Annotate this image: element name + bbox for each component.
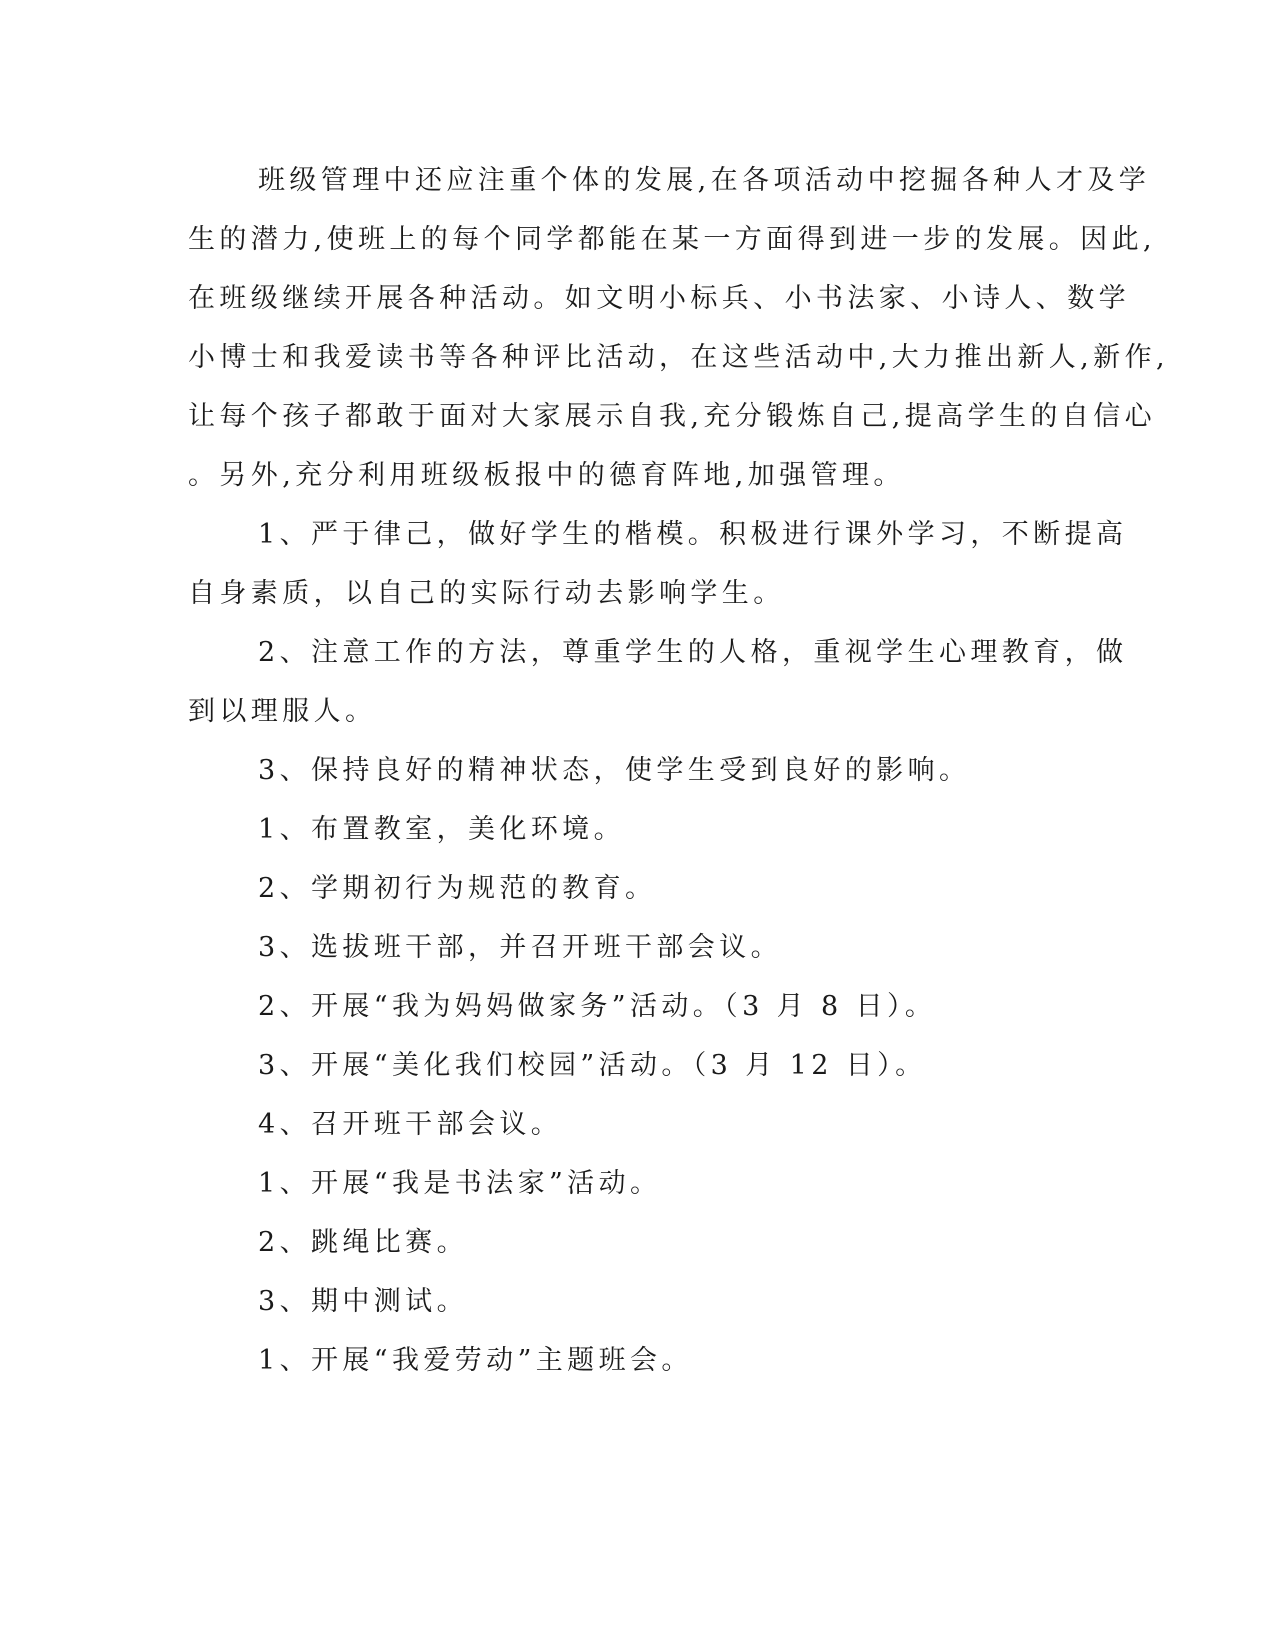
list-item: 1、开展“我是书法家”活动。	[258, 1168, 662, 1199]
list-item-line: 自身素质，以自己的实际行动去影响学生。	[188, 578, 785, 609]
list-item: 2、学期初行为规范的教育。	[258, 873, 657, 904]
list-item: 3、保持良好的精神状态，使学生受到良好的影响。	[258, 755, 971, 786]
list-item: 2、开展“我为妈妈做家务”活动。（3 月 8 日）。	[258, 991, 937, 1022]
list-item: 1、开展“我爱劳动”主题班会。	[258, 1345, 693, 1376]
list-item: 3、选拔班干部，并召开班干部会议。	[258, 932, 782, 963]
list-item: 1、布置教室，美化环境。	[258, 814, 625, 845]
list-item: 3、期中测试。	[258, 1286, 468, 1317]
paragraph-line: 在班级继续开展各种活动。如文明小标兵、小书法家、小诗人、数学	[188, 283, 1130, 314]
list-item-line: 2、注意工作的方法，尊重学生的人格，重视学生心理教育，做	[258, 637, 1128, 668]
list-item: 3、开展“美化我们校园”活动。（3 月 12 日）。	[258, 1050, 927, 1081]
paragraph-line: 班级管理中还应注重个体的发展,在各项活动中挖掘各种人才及学	[258, 165, 1151, 196]
paragraph-line: 生的潜力,使班上的每个同学都能在某一方面得到进一步的发展。因此,	[188, 224, 1156, 255]
paragraph-line: 小博士和我爱读书等各种评比活动，在这些活动中,大力推出新人,新作,	[188, 342, 1169, 373]
paragraph-line: 。另外,充分利用班级板报中的德育阵地,加强管理。	[188, 460, 905, 491]
list-item-line: 到以理服人。	[188, 696, 377, 727]
list-item-line: 1、严于律己，做好学生的楷模。积极进行课外学习，不断提高	[258, 519, 1128, 550]
paragraph-line: 让每个孩子都敢于面对大家展示自我,充分锻炼自己,提高学生的自信心	[188, 401, 1156, 432]
list-item: 4、召开班干部会议。	[258, 1109, 563, 1140]
list-item: 2、跳绳比赛。	[258, 1227, 468, 1258]
